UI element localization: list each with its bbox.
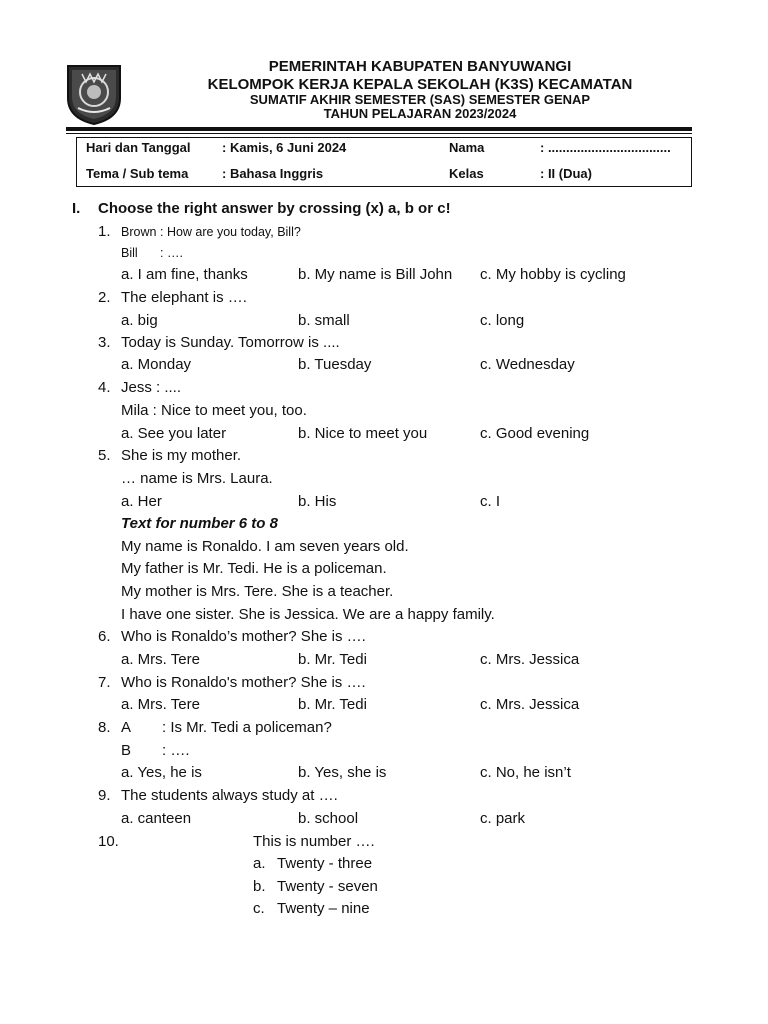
q6-option-c[interactable]: c. Mrs. Jessica — [480, 651, 580, 668]
day-label: Hari dan Tanggal — [86, 140, 191, 155]
reading-title: Text for number 6 to 8 — [121, 515, 278, 532]
q10-option-b-letter: b. — [253, 878, 266, 895]
q3-text: Today is Sunday. Tomorrow is .... — [121, 334, 340, 351]
q7-option-b[interactable]: b. Mr. Tedi — [298, 696, 367, 713]
day-value: : Kamis, 6 Juni 2024 — [222, 140, 347, 155]
question-number: 9. — [98, 787, 111, 804]
q10-option-b[interactable]: Twenty - seven — [277, 878, 378, 895]
q1-option-a[interactable]: a. I am fine, thanks — [121, 266, 248, 283]
header-school-year: TAHUN PELAJARAN 2023/2024 — [323, 106, 517, 121]
q10-option-c[interactable]: Twenty – nine — [277, 900, 370, 917]
q10-option-a[interactable]: Twenty - three — [277, 855, 373, 872]
q9-option-b[interactable]: b. school — [298, 810, 359, 827]
header-exam-title: SUMATIF AKHIR SEMESTER (SAS) SEMESTER GENAP — [249, 92, 591, 107]
q7-option-c[interactable]: c. Mrs. Jessica — [480, 696, 580, 713]
q6-option-a[interactable]: a. Mrs. Tere — [121, 651, 200, 668]
q8-option-a[interactable]: a. Yes, he is — [121, 764, 202, 781]
reading-line: I have one sister. She is Jessica. We are a happy family. — [121, 606, 495, 623]
q5-option-a[interactable]: a. Her — [121, 493, 162, 510]
question-number: 8. — [98, 719, 111, 736]
class-label: Kelas — [449, 166, 484, 181]
q3-option-c[interactable]: c. Wednesday — [480, 356, 575, 373]
q1-line2: : …. — [160, 246, 183, 260]
header-divider-thick — [66, 127, 692, 131]
q4-line2: Mila : Nice to meet you, too. — [121, 402, 307, 419]
theme-label: Tema / Sub tema — [86, 166, 189, 181]
q5-option-b[interactable]: b. His — [298, 493, 337, 510]
q5-line1: She is my mother. — [121, 447, 242, 464]
q2-option-c[interactable]: c. long — [480, 312, 525, 329]
q8-line2: : …. — [162, 742, 190, 759]
question-number: 7. — [98, 674, 111, 691]
class-value: : II (Dua) — [540, 166, 592, 181]
question-number: 2. — [98, 289, 111, 306]
q8-speaker2: B — [121, 742, 132, 759]
q7-text: Who is Ronaldo's mother? She is …. — [121, 674, 366, 691]
question-number: 6. — [98, 628, 111, 645]
q3-option-a[interactable]: a. Monday — [121, 356, 192, 373]
q4-option-a[interactable]: a. See you later — [121, 425, 227, 442]
q3-option-b[interactable]: b. Tuesday — [298, 356, 372, 373]
q1-option-c[interactable]: c. My hobby is cycling — [480, 266, 626, 283]
q9-option-c[interactable]: c. park — [480, 810, 526, 827]
header-government: PEMERINTAH KABUPATEN BANYUWANGI — [268, 58, 572, 75]
reading-line: My name is Ronaldo. I am seven years old. — [121, 538, 409, 555]
q6-option-b[interactable]: b. Mr. Tedi — [298, 651, 367, 668]
q9-option-a[interactable]: a. canteen — [121, 810, 192, 827]
question-number: 5. — [98, 447, 111, 464]
header-working-group: KELOMPOK KERJA KEPALA SEKOLAH (K3S) KECAMATAN — [207, 76, 633, 93]
q4-option-b[interactable]: b. Nice to meet you — [298, 425, 428, 442]
q4-option-c[interactable]: c. Good evening — [480, 425, 590, 442]
reading-line: My father is Mr. Tedi. He is a policeman. — [121, 560, 387, 577]
q4-line1: Jess : .... — [121, 379, 182, 396]
question-number: 3. — [98, 334, 111, 351]
q6-text: Who is Ronaldo’s mother? She is …. — [121, 628, 366, 645]
section-instruction: Choose the right answer by crossing (x) a, b or c! — [98, 200, 451, 217]
regency-crest-icon — [64, 62, 124, 126]
q8-option-b[interactable]: b. Yes, she is — [298, 764, 387, 781]
q5-line2: … name is Mrs. Laura. — [121, 470, 273, 487]
q2-option-a[interactable]: a. big — [121, 312, 158, 329]
q2-option-b[interactable]: b. small — [298, 312, 350, 329]
q1-speaker2: Bill — [121, 246, 138, 260]
name-label: Nama — [449, 140, 485, 155]
q10-option-a-letter: a. — [253, 855, 266, 872]
q2-text: The elephant is …. — [121, 289, 247, 306]
q1-speaker1: Brown — [121, 225, 157, 239]
section-number: I. — [72, 200, 81, 217]
q1-option-b[interactable]: b. My name is Bill John — [298, 266, 453, 283]
question-number: 10. — [98, 833, 119, 850]
name-field[interactable]: : .................................. — [540, 140, 671, 155]
q8-line1: : Is Mr. Tedi a policeman? — [162, 719, 332, 736]
q1-line1: : How are you today, Bill? — [160, 225, 301, 239]
q9-text: The students always study at …. — [121, 787, 338, 804]
q8-speaker1: A — [121, 719, 132, 736]
q7-option-a[interactable]: a. Mrs. Tere — [121, 696, 200, 713]
q5-option-c[interactable]: c. I — [480, 493, 501, 510]
header-divider-thin — [66, 133, 692, 134]
theme-value: : Bahasa Inggris — [222, 166, 324, 181]
reading-line: My mother is Mrs. Tere. She is a teacher. — [121, 583, 394, 600]
q10-option-c-letter: c. — [253, 900, 265, 917]
q10-text: This is number …. — [253, 833, 375, 850]
question-number: 1. — [98, 223, 111, 240]
q8-option-c[interactable]: c. No, he isn’t — [480, 764, 571, 781]
question-number: 4. — [98, 379, 111, 396]
